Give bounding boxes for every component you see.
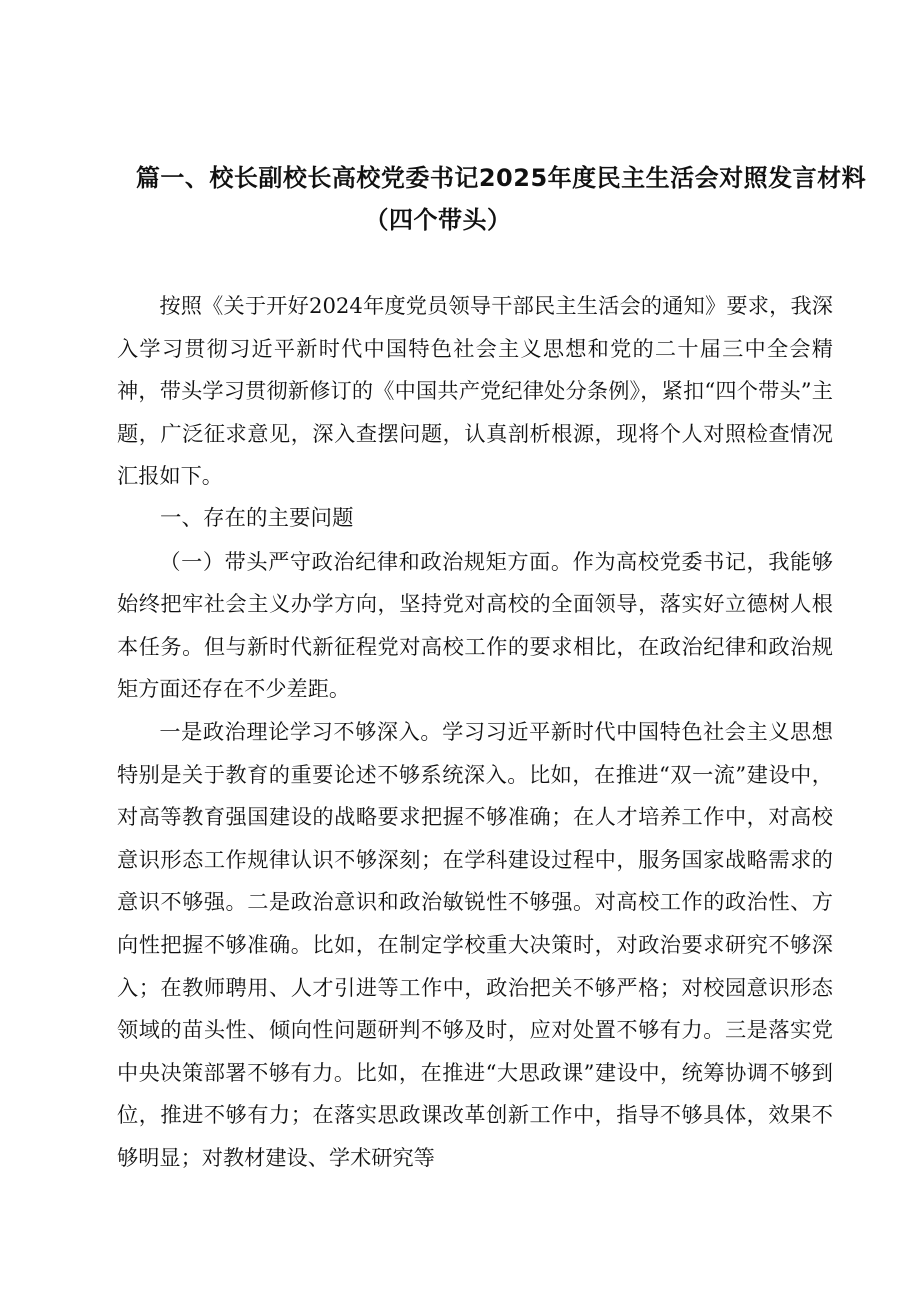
point-paragraph: 一是政治理论学习不够深入。学习习近平新时代中国特色社会主义思想特别是关于教育的重要论述不够系统深入。比如，在推进“双一流”建设中，对高等教育强国建设的战略要求把握不够准确；在人才培养工作中，对高校意识形态工作规律认识不够深刻；在学科建设过程中，服务国家战略需求的意识不够强。二是政治意识和政治敏锐性不够强。对高校工作的政治性、方向性把握不够准确。比如，在制定学校重大决策时，对政治要求研究不够深入；在教师聘用、人才引进等工作中，政治把关不够严格；对校园意识形态领域的苗头性、倾向性问题研判不够及时，应对处置不够有力。三是落实党中央决策部署不够有力。比如，在推进“大思政课”建设中，统筹协调不够到位，推进不够有力；在落实思政课改革创新工作中，指导不够具体，效果不够明显；对教材建设、学术研究等: [117, 718, 833, 1170]
document-title: 篇一、校长副校长高校党委书记2025年度民主生活会对照发言材料: [135, 164, 867, 192]
subsection-paragraph: （一）带头严守政治纪律和政治规矩方面。作为高校党委书记，我能够始终把牢社会主义办学方向，坚持党对高校的全面领导，落实好立德树人根本任务。但与新时代新征程党对高校工作的要求相比，在政治纪律和政治规矩方面还存在不少差距。: [117, 548, 833, 702]
document-body: [117, 285, 833, 1179]
intro-paragraph: 按照《关于开好2024年度党员领导干部民主生活会的通知》要求，我深入学习贯彻习近平新时代中国特色社会主义思想和党的二十届三中全会精神，带头学习贯彻新修订的《中国共产党纪律处分条例》，紧扣“四个带头”主题，广泛征求意见，深入查摆问题，认真剖析根源，现将个人对照检查情况汇报如下。: [117, 293, 833, 489]
document-subtitle: （四个带头）: [364, 206, 512, 234]
section-heading: 一、存在的主要问题: [160, 505, 354, 531]
